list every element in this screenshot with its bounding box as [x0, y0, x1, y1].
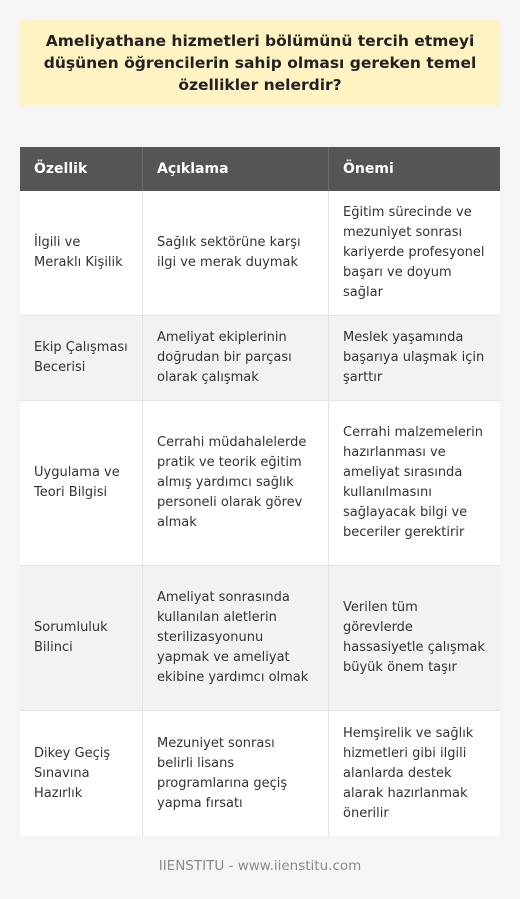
description-cell: Ameliyat ekiplerinin doğrudan bir parçası olarak çalışmak: [142, 316, 328, 400]
column-header-description: Açıklama: [142, 147, 328, 191]
footer-credit: IIENSTITU - www.iienstitu.com: [158, 858, 362, 874]
description-cell: Cerrahi müdahalelerde pratik ve teorik eğitim almış yardımcı sağlık personeli olarak görev almak: [142, 401, 328, 565]
table-row: [20, 191, 500, 316]
feature-cell: Uygulama ve Teori Bilgisi: [34, 465, 120, 500]
feature-cell: Sorumluluk Bilinci: [34, 620, 108, 655]
column-header-feature: Özellik: [34, 161, 88, 177]
question-banner: [20, 20, 500, 106]
table-row: [20, 401, 500, 566]
importance-cell: Cerrahi malzemelerin hazırlanması ve ameliyat sırasında kullanılmasını sağlayacak bilgi ve beceriler gerektirir: [328, 401, 500, 565]
page-title: Ameliyathane hizmetleri bölümünü tercih etmeyi düşünen öğrencilerin sahip olması gereken temel özellikler nelerdir?: [43, 32, 477, 94]
column-header-importance: Önemi: [328, 147, 500, 191]
table-row: [20, 566, 500, 711]
feature-cell: İlgili ve Meraklı Kişilik: [34, 235, 123, 270]
description-cell: Sağlık sektörüne karşı ilgi ve merak duymak: [142, 191, 328, 315]
importance-cell: Meslek yaşamında başarıya ulaşmak için şarttır: [328, 316, 500, 400]
features-table: [20, 147, 500, 836]
importance-cell: Hemşirelik ve sağlık hizmetleri gibi ilgili alanlarda destek alarak hazırlanmak önerilir: [328, 711, 500, 836]
feature-cell: Dikey Geçiş Sınavına Hazırlık: [34, 745, 111, 801]
table-header-row: [20, 147, 500, 191]
importance-cell: Eğitim sürecinde ve mezuniyet sonrası kariyerde profesyonel başarı ve doyum sağlar: [328, 191, 500, 315]
feature-cell: Ekip Çalışması Becerisi: [34, 340, 128, 375]
table-row: [20, 316, 500, 401]
description-cell: Mezuniyet sonrası belirli lisans programlarına geçiş yapma fırsatı: [142, 711, 328, 836]
table-row: [20, 711, 500, 836]
description-cell: Ameliyat sonrasında kullanılan aletlerin sterilizasyonunu yapmak ve ameliyat ekibine yardımcı olmak: [142, 566, 328, 710]
importance-cell: Verilen tüm görevlerde hassasiyetle çalışmak büyük önem taşır: [328, 566, 500, 710]
